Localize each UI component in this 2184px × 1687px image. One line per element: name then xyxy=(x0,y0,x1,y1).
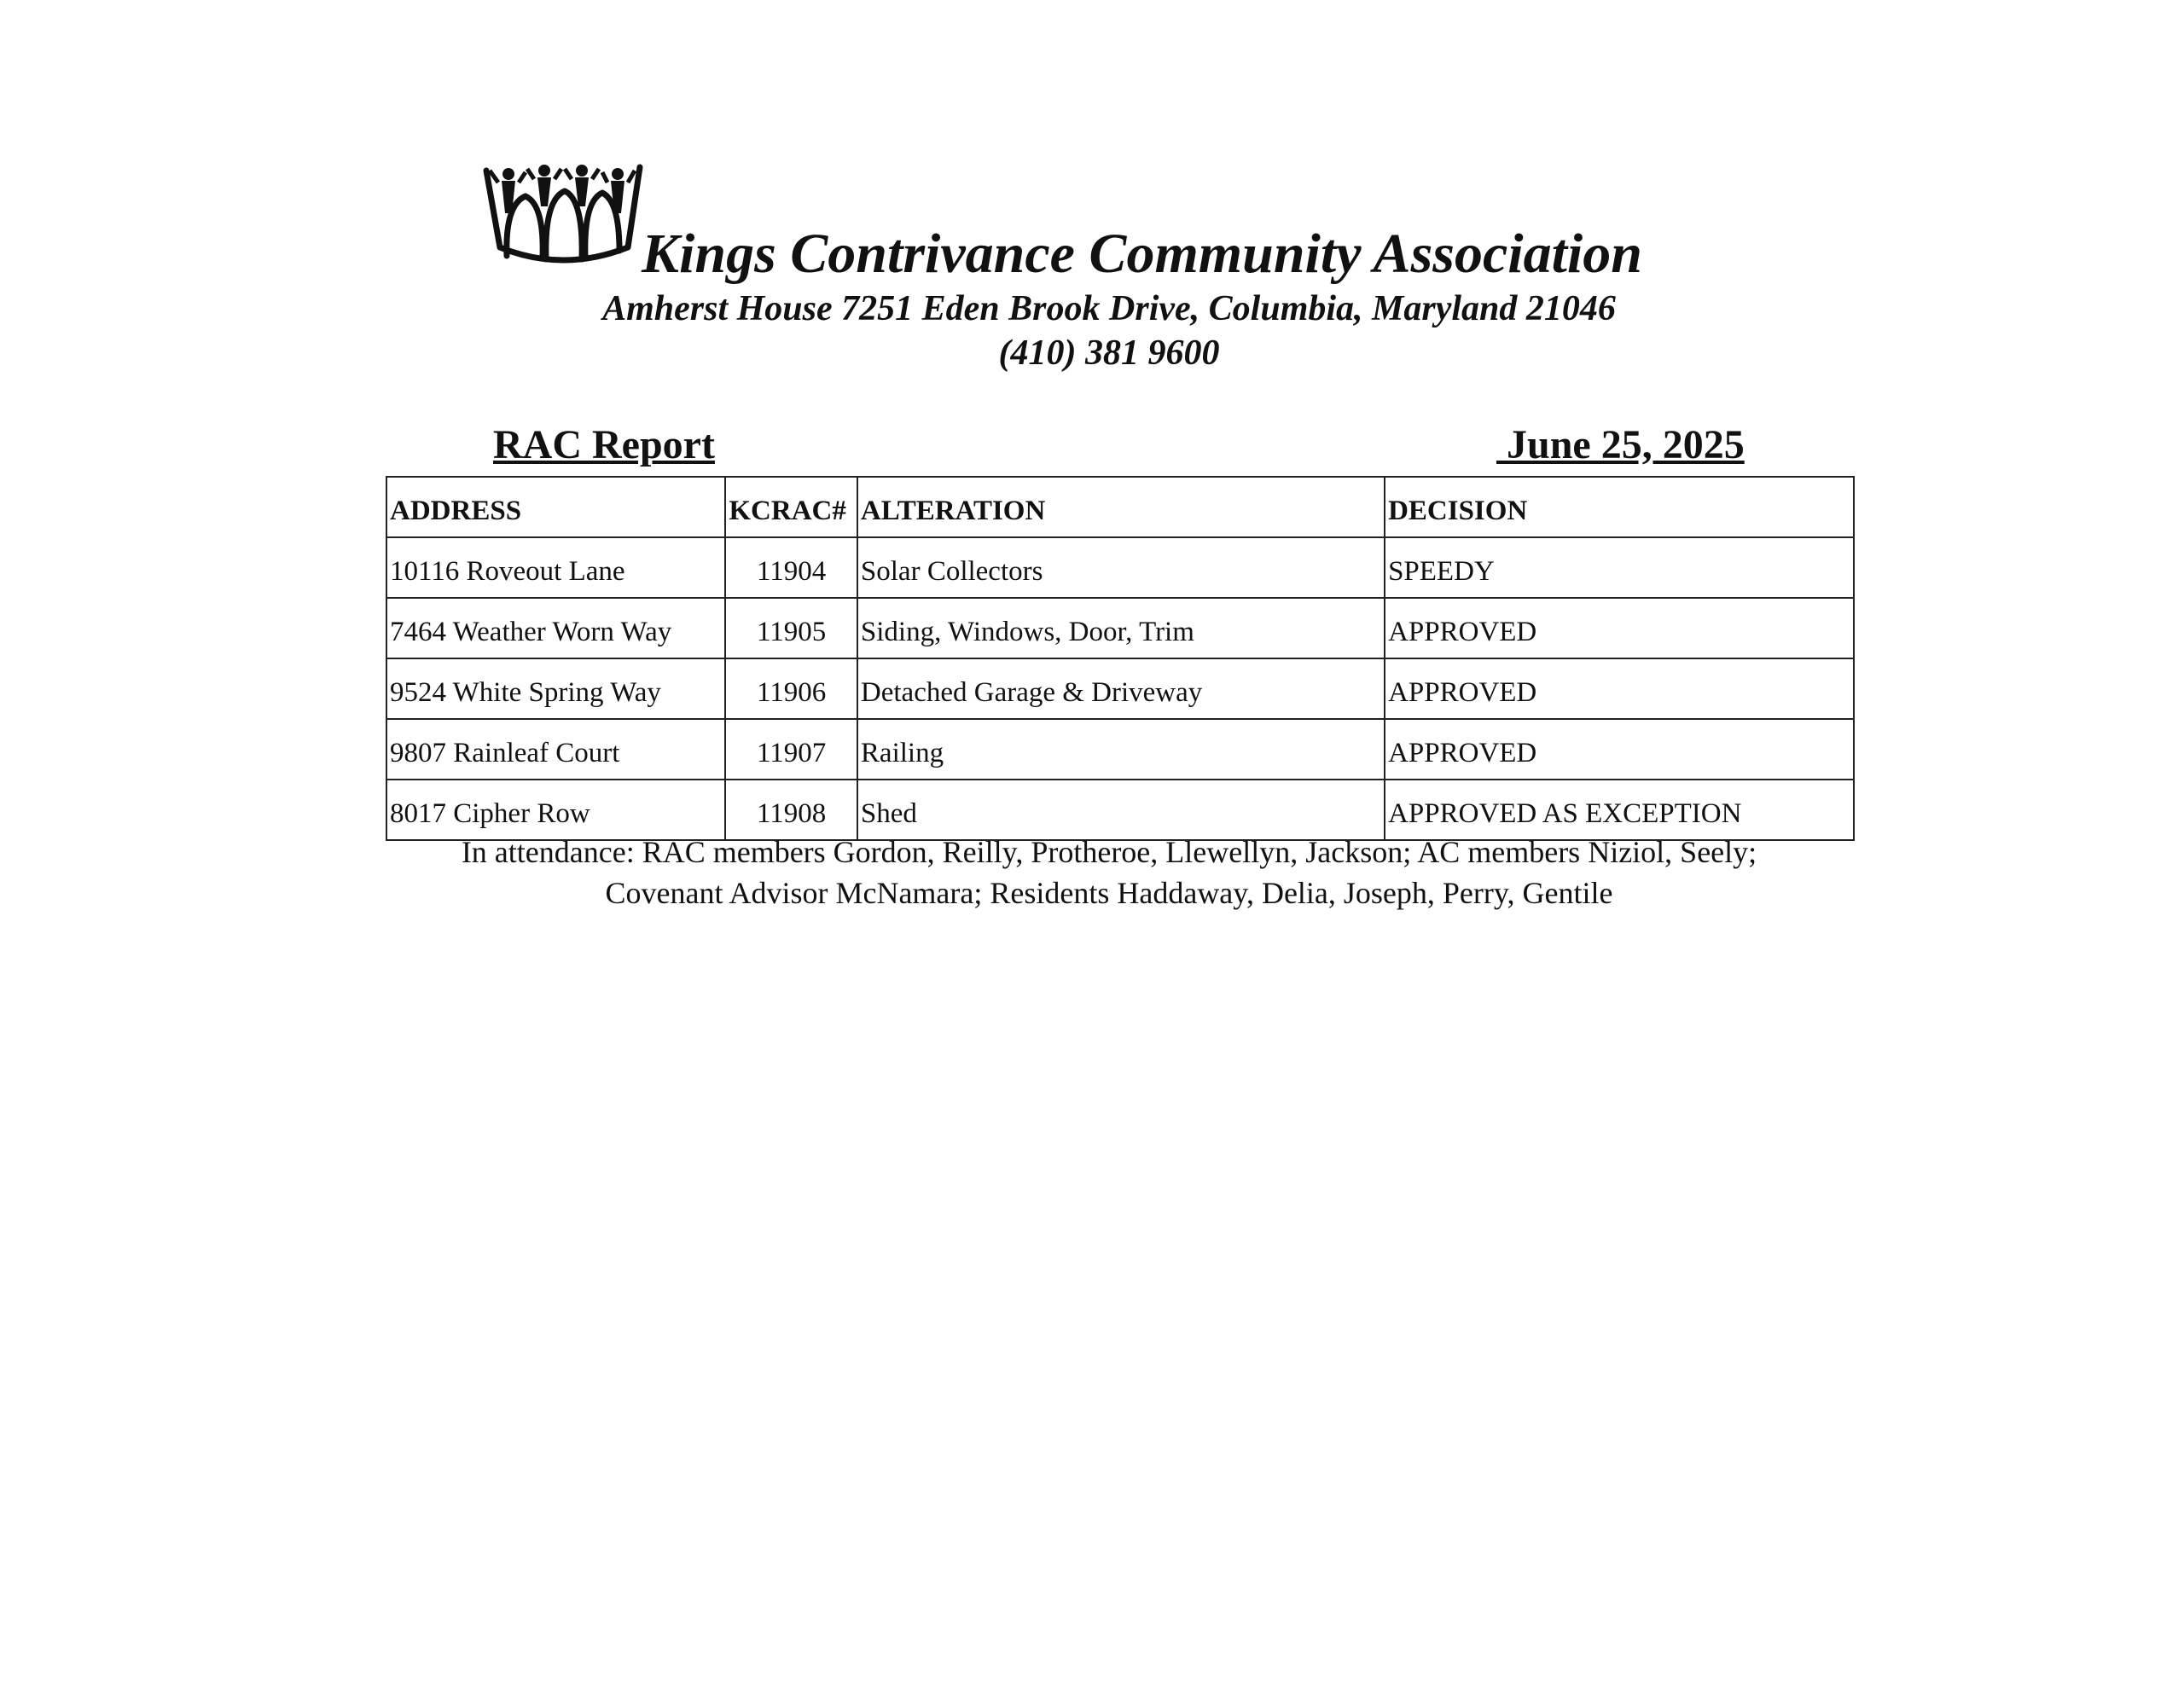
table-row xyxy=(386,598,1854,658)
alteration-cell: Detached Garage & Driveway xyxy=(857,658,1385,719)
decision-cell: APPROVED xyxy=(1385,719,1854,780)
report-date: June 25, 2025 xyxy=(1496,422,1745,467)
report-title: RAC Report xyxy=(493,422,715,467)
kcrac-number-cell: 11904 xyxy=(725,537,857,598)
kcrac-number-cell: 11908 xyxy=(725,780,857,840)
attendance-line-2: Covenant Advisor McNamara; Residents Haddaway, Delia, Joseph, Perry, Gentile xyxy=(605,876,1613,910)
organization-address: Amherst House 7251 Eden Brook Drive, Columbia, Maryland 21046 xyxy=(602,289,1616,328)
alteration-cell: Shed xyxy=(857,780,1385,840)
address-cell: 10116 Roveout Lane xyxy=(386,537,725,598)
kcrac-number-cell: 11907 xyxy=(725,719,857,780)
table-row xyxy=(386,719,1854,780)
address-cell: 7464 Weather Worn Way xyxy=(386,598,725,658)
attendance-note xyxy=(0,832,2184,913)
table-row xyxy=(386,658,1854,719)
decision-cell: APPROVED AS EXCEPTION xyxy=(1385,780,1854,840)
organization-name: Kings Contrivance Community Association xyxy=(642,223,1642,285)
table-header-row xyxy=(386,477,1854,537)
kcrac-number-cell: 11906 xyxy=(725,658,857,719)
column-header-kcrac-number: KCRAC# xyxy=(725,477,857,537)
address-cell: 8017 Cipher Row xyxy=(386,780,725,840)
address-cell: 9807 Rainleaf Court xyxy=(386,719,725,780)
alteration-cell: Solar Collectors xyxy=(857,537,1385,598)
crown-logo-icon xyxy=(483,162,643,273)
column-header-address: ADDRESS xyxy=(386,477,725,537)
alteration-cell: Siding, Windows, Door, Trim xyxy=(857,598,1385,658)
organization-phone: (410) 381 9600 xyxy=(998,333,1220,373)
alteration-cell: Railing xyxy=(857,719,1385,780)
kcrac-number-cell: 11905 xyxy=(725,598,857,658)
decision-cell: APPROVED xyxy=(1385,658,1854,719)
attendance-line-1: In attendance: RAC members Gordon, Reilly, Protheroe, Llewellyn, Jackson; AC members Niziol, Seely; xyxy=(461,835,1757,869)
decision-cell: APPROVED xyxy=(1385,598,1854,658)
table-row xyxy=(386,537,1854,598)
address-cell: 9524 White Spring Way xyxy=(386,658,725,719)
rac-decisions-table xyxy=(386,476,1855,841)
decision-cell: SPEEDY xyxy=(1385,537,1854,598)
column-header-alteration: ALTERATION xyxy=(857,477,1385,537)
column-header-decision: DECISION xyxy=(1385,477,1854,537)
